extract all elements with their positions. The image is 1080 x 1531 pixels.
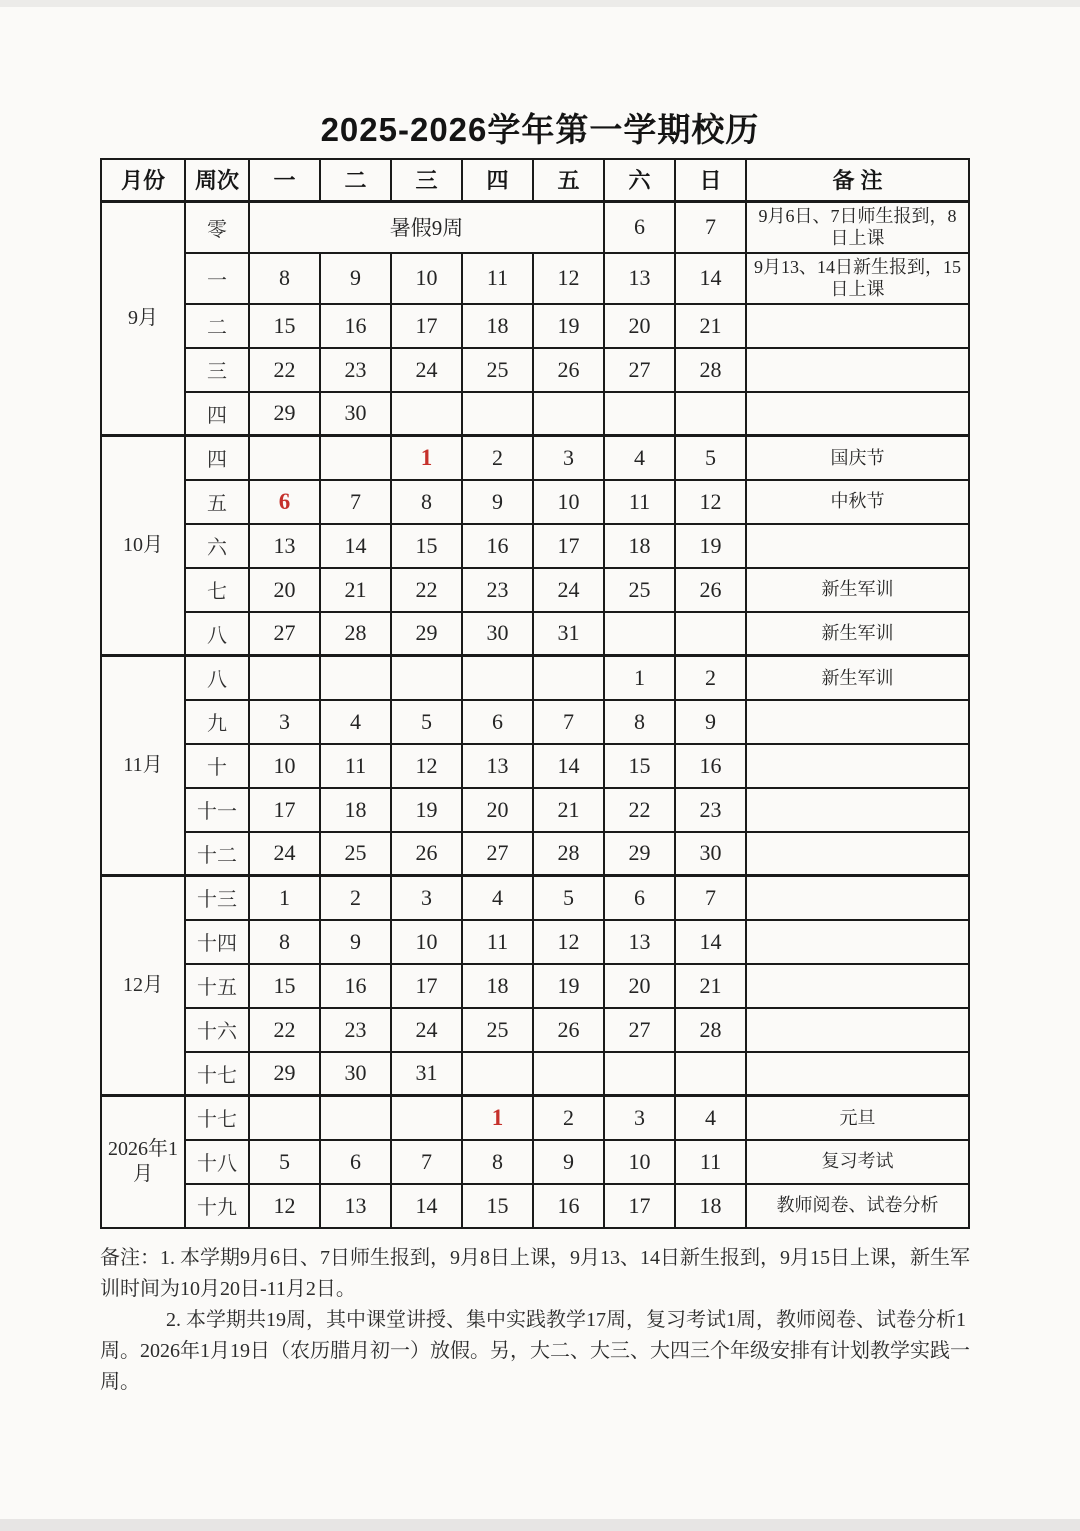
- day-cell: 30: [320, 392, 391, 436]
- day-cell: 22: [249, 348, 320, 392]
- day-cell: 10: [391, 253, 462, 304]
- day-cell: 6: [604, 876, 675, 920]
- day-cell: [533, 1052, 604, 1096]
- day-cell: 30: [320, 1052, 391, 1096]
- note-cell: 复习考试: [746, 1140, 969, 1184]
- day-cell: 1: [604, 656, 675, 700]
- day-cell: 11: [675, 1140, 746, 1184]
- calendar-body: [101, 201, 969, 1228]
- column-header: 月份: [101, 159, 185, 201]
- remark-line-2: 2. 本学期共19周，其中课堂讲授、集中实践教学17周，复习考试1周，教师阅卷、试卷分析1周。2026年1月19日（农历腊月初一）放假。另，大二、大三、大四三个年级安排有计划教学实践一周。: [100, 1308, 970, 1393]
- day-cell: 8: [249, 253, 320, 304]
- day-cell: 20: [249, 568, 320, 612]
- column-header: 周次: [185, 159, 249, 201]
- day-cell: 9: [533, 1140, 604, 1184]
- note-cell: [746, 304, 969, 348]
- day-cell: 15: [604, 744, 675, 788]
- day-cell: 13: [604, 253, 675, 304]
- day-cell: [604, 392, 675, 436]
- week-cell: 三: [185, 348, 249, 392]
- week-cell: 一: [185, 253, 249, 304]
- calendar-table: [100, 158, 970, 1229]
- day-cell: 6: [249, 480, 320, 524]
- day-cell: 27: [462, 832, 533, 876]
- calendar-row: [101, 1140, 969, 1184]
- day-cell: 12: [249, 1184, 320, 1228]
- note-cell: [746, 524, 969, 568]
- week-cell: 十九: [185, 1184, 249, 1228]
- day-cell: 30: [675, 832, 746, 876]
- day-cell: 13: [604, 920, 675, 964]
- day-cell: 2: [675, 656, 746, 700]
- week-cell: 十五: [185, 964, 249, 1008]
- calendar-row: [101, 964, 969, 1008]
- day-cell: 21: [320, 568, 391, 612]
- note-cell: 教师阅卷、试卷分析: [746, 1184, 969, 1228]
- day-cell: 11: [604, 480, 675, 524]
- day-cell: 15: [391, 524, 462, 568]
- day-cell: 1: [462, 1096, 533, 1140]
- note-cell: [746, 744, 969, 788]
- note-cell: 新生军训: [746, 568, 969, 612]
- day-cell: 13: [249, 524, 320, 568]
- calendar-row: [101, 656, 969, 700]
- footer-notes: [100, 1243, 980, 1398]
- day-cell: 4: [320, 700, 391, 744]
- day-cell: 20: [604, 964, 675, 1008]
- day-cell: 29: [391, 612, 462, 656]
- day-cell: 12: [391, 744, 462, 788]
- day-cell: 23: [462, 568, 533, 612]
- day-cell: 25: [462, 1008, 533, 1052]
- day-cell: 15: [249, 964, 320, 1008]
- day-cell: 9: [320, 920, 391, 964]
- day-cell: 6: [320, 1140, 391, 1184]
- day-cell: 8: [604, 700, 675, 744]
- day-cell: 16: [320, 304, 391, 348]
- day-cell: 17: [391, 304, 462, 348]
- week-cell: 八: [185, 612, 249, 656]
- calendar-row: [101, 788, 969, 832]
- day-cell: 25: [462, 348, 533, 392]
- day-cell: [391, 656, 462, 700]
- day-cell: 18: [320, 788, 391, 832]
- day-cell: [675, 612, 746, 656]
- day-cell: 15: [249, 304, 320, 348]
- day-cell: 15: [462, 1184, 533, 1228]
- calendar-row: [101, 1096, 969, 1140]
- calendar-row: [101, 920, 969, 964]
- calendar-row: [101, 304, 969, 348]
- calendar-row: [101, 1008, 969, 1052]
- day-cell: 5: [249, 1140, 320, 1184]
- day-cell: 19: [533, 304, 604, 348]
- day-cell: [533, 656, 604, 700]
- day-cell: 22: [604, 788, 675, 832]
- note-cell: [746, 1052, 969, 1096]
- day-cell: 24: [391, 1008, 462, 1052]
- calendar-row: [101, 348, 969, 392]
- day-cell: 28: [320, 612, 391, 656]
- day-cell: [320, 1096, 391, 1140]
- day-cell: 6: [462, 700, 533, 744]
- week-cell: 十八: [185, 1140, 249, 1184]
- week-cell: 八: [185, 656, 249, 700]
- note-cell: 元旦: [746, 1096, 969, 1140]
- day-cell: 24: [391, 348, 462, 392]
- day-cell: 30: [462, 612, 533, 656]
- day-cell: 6: [604, 201, 675, 253]
- day-cell: 28: [675, 348, 746, 392]
- page-title: 2025-2026学年第一学期校历: [320, 111, 760, 148]
- note-cell: 国庆节: [746, 436, 969, 480]
- day-cell: 4: [604, 436, 675, 480]
- calendar-row: [101, 253, 969, 304]
- week-cell: 二: [185, 304, 249, 348]
- note-cell: [746, 876, 969, 920]
- day-cell: 16: [533, 1184, 604, 1228]
- note-cell: [746, 700, 969, 744]
- day-cell: 16: [462, 524, 533, 568]
- vacation-cell: 暑假9周: [249, 201, 604, 253]
- day-cell: 2: [533, 1096, 604, 1140]
- day-cell: [533, 392, 604, 436]
- day-cell: 17: [391, 964, 462, 1008]
- day-cell: 21: [675, 964, 746, 1008]
- day-cell: 12: [533, 253, 604, 304]
- week-cell: 十: [185, 744, 249, 788]
- day-cell: [604, 612, 675, 656]
- day-cell: [249, 1096, 320, 1140]
- day-cell: 5: [533, 876, 604, 920]
- day-cell: [604, 1052, 675, 1096]
- day-cell: 19: [675, 524, 746, 568]
- day-cell: 29: [604, 832, 675, 876]
- day-cell: 12: [675, 480, 746, 524]
- day-cell: 16: [675, 744, 746, 788]
- day-cell: 18: [462, 964, 533, 1008]
- day-cell: 12: [533, 920, 604, 964]
- day-cell: 17: [604, 1184, 675, 1228]
- calendar-header-row: [101, 159, 969, 201]
- note-cell: [746, 920, 969, 964]
- day-cell: 10: [533, 480, 604, 524]
- day-cell: 10: [604, 1140, 675, 1184]
- day-cell: [462, 392, 533, 436]
- day-cell: 25: [604, 568, 675, 612]
- column-header: 四: [462, 159, 533, 201]
- day-cell: 22: [391, 568, 462, 612]
- month-cell: 11月: [101, 656, 185, 876]
- day-cell: [249, 436, 320, 480]
- day-cell: 3: [533, 436, 604, 480]
- day-cell: [320, 436, 391, 480]
- day-cell: 7: [675, 201, 746, 253]
- day-cell: 18: [604, 524, 675, 568]
- day-cell: 17: [249, 788, 320, 832]
- note-cell: [746, 788, 969, 832]
- note-cell: [746, 964, 969, 1008]
- calendar-row: [101, 832, 969, 876]
- day-cell: 14: [533, 744, 604, 788]
- day-cell: 19: [391, 788, 462, 832]
- page-edge-shade-top: [0, 0, 1080, 7]
- column-header: 三: [391, 159, 462, 201]
- week-cell: 十七: [185, 1052, 249, 1096]
- day-cell: 21: [533, 788, 604, 832]
- day-cell: 23: [675, 788, 746, 832]
- day-cell: 26: [533, 1008, 604, 1052]
- day-cell: 7: [533, 700, 604, 744]
- day-cell: 3: [604, 1096, 675, 1140]
- column-header: 二: [320, 159, 391, 201]
- note-cell: 中秋节: [746, 480, 969, 524]
- day-cell: 11: [462, 920, 533, 964]
- day-cell: [391, 392, 462, 436]
- day-cell: 8: [462, 1140, 533, 1184]
- day-cell: 23: [320, 348, 391, 392]
- calendar-row: [101, 568, 969, 612]
- week-cell: 四: [185, 436, 249, 480]
- day-cell: 29: [249, 392, 320, 436]
- column-header: 六: [604, 159, 675, 201]
- day-cell: 9: [320, 253, 391, 304]
- calendar-row: [101, 392, 969, 436]
- month-cell: 2026年1月: [101, 1096, 185, 1228]
- day-cell: 9: [675, 700, 746, 744]
- week-cell: 七: [185, 568, 249, 612]
- day-cell: 31: [391, 1052, 462, 1096]
- week-cell: 十六: [185, 1008, 249, 1052]
- column-header: 备 注: [746, 159, 969, 201]
- day-cell: 20: [604, 304, 675, 348]
- day-cell: 9: [462, 480, 533, 524]
- day-cell: 18: [675, 1184, 746, 1228]
- day-cell: 22: [249, 1008, 320, 1052]
- calendar-row: [101, 524, 969, 568]
- column-header: 一: [249, 159, 320, 201]
- day-cell: 24: [249, 832, 320, 876]
- day-cell: 26: [675, 568, 746, 612]
- day-cell: 14: [675, 920, 746, 964]
- day-cell: [320, 656, 391, 700]
- month-cell: 9月: [101, 201, 185, 436]
- week-cell: 十七: [185, 1096, 249, 1140]
- week-cell: 十三: [185, 876, 249, 920]
- day-cell: 3: [249, 700, 320, 744]
- day-cell: 28: [533, 832, 604, 876]
- week-cell: 六: [185, 524, 249, 568]
- day-cell: 1: [391, 436, 462, 480]
- day-cell: 4: [462, 876, 533, 920]
- day-cell: 24: [533, 568, 604, 612]
- calendar-row: [101, 1052, 969, 1096]
- day-cell: 7: [391, 1140, 462, 1184]
- day-cell: 27: [604, 348, 675, 392]
- calendar-row: [101, 1184, 969, 1228]
- day-cell: [675, 1052, 746, 1096]
- day-cell: 7: [320, 480, 391, 524]
- day-cell: 17: [533, 524, 604, 568]
- day-cell: 21: [675, 304, 746, 348]
- column-header: 五: [533, 159, 604, 201]
- month-cell: 12月: [101, 876, 185, 1096]
- calendar-row: [101, 744, 969, 788]
- note-cell: 新生军训: [746, 612, 969, 656]
- note-cell: 9月13、14日新生报到，15日上课: [746, 253, 969, 304]
- week-cell: 零: [185, 201, 249, 253]
- day-cell: [462, 656, 533, 700]
- day-cell: 26: [391, 832, 462, 876]
- calendar-row: [101, 480, 969, 524]
- day-cell: 2: [320, 876, 391, 920]
- day-cell: 27: [604, 1008, 675, 1052]
- day-cell: 13: [320, 1184, 391, 1228]
- calendar-row: [101, 201, 969, 253]
- calendar-row: [101, 612, 969, 656]
- day-cell: 8: [391, 480, 462, 524]
- day-cell: 11: [462, 253, 533, 304]
- calendar-row: [101, 700, 969, 744]
- week-cell: 四: [185, 392, 249, 436]
- calendar-row: [101, 876, 969, 920]
- day-cell: 18: [462, 304, 533, 348]
- day-cell: [675, 392, 746, 436]
- week-cell: 十一: [185, 788, 249, 832]
- week-cell: 十四: [185, 920, 249, 964]
- day-cell: 20: [462, 788, 533, 832]
- day-cell: 5: [391, 700, 462, 744]
- note-cell: [746, 1008, 969, 1052]
- day-cell: [391, 1096, 462, 1140]
- note-cell: 新生军训: [746, 656, 969, 700]
- week-cell: 十二: [185, 832, 249, 876]
- day-cell: 1: [249, 876, 320, 920]
- day-cell: 7: [675, 876, 746, 920]
- day-cell: 10: [249, 744, 320, 788]
- day-cell: 14: [320, 524, 391, 568]
- day-cell: 16: [320, 964, 391, 1008]
- day-cell: 27: [249, 612, 320, 656]
- day-cell: 8: [249, 920, 320, 964]
- day-cell: 5: [675, 436, 746, 480]
- day-cell: 26: [533, 348, 604, 392]
- week-cell: 五: [185, 480, 249, 524]
- day-cell: 11: [320, 744, 391, 788]
- day-cell: 4: [675, 1096, 746, 1140]
- remark-line-1: 备注：1. 本学期9月6日、7日师生报到，9月8日上课，9月13、14日新生报到，9月15日上课，新生军训时间为10月20日-11月2日。: [100, 1246, 970, 1300]
- day-cell: 3: [391, 876, 462, 920]
- day-cell: 14: [675, 253, 746, 304]
- day-cell: 23: [320, 1008, 391, 1052]
- day-cell: 28: [675, 1008, 746, 1052]
- day-cell: [462, 1052, 533, 1096]
- day-cell: 31: [533, 612, 604, 656]
- column-header: 日: [675, 159, 746, 201]
- day-cell: 29: [249, 1052, 320, 1096]
- day-cell: 10: [391, 920, 462, 964]
- note-cell: 9月6日、7日师生报到，8日上课: [746, 201, 969, 253]
- day-cell: 25: [320, 832, 391, 876]
- day-cell: 13: [462, 744, 533, 788]
- day-cell: [249, 656, 320, 700]
- day-cell: 2: [462, 436, 533, 480]
- week-cell: 九: [185, 700, 249, 744]
- note-cell: [746, 348, 969, 392]
- calendar-row: [101, 436, 969, 480]
- note-cell: [746, 392, 969, 436]
- month-cell: 10月: [101, 436, 185, 656]
- note-cell: [746, 832, 969, 876]
- day-cell: 14: [391, 1184, 462, 1228]
- day-cell: 19: [533, 964, 604, 1008]
- page-edge-shade-bottom: [0, 1519, 1080, 1531]
